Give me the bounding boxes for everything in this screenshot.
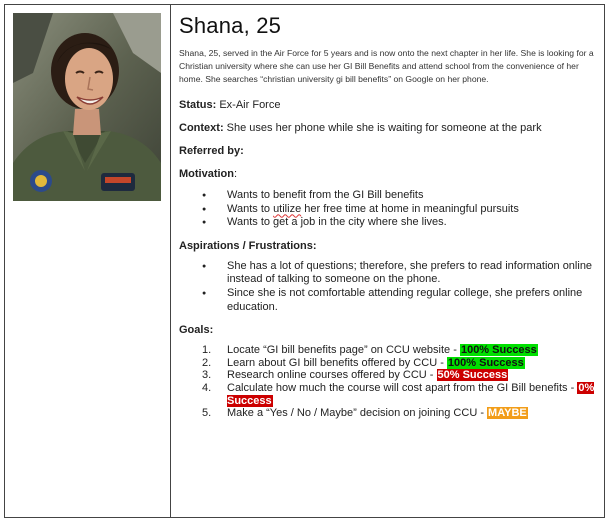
- context-row: [179, 121, 597, 135]
- list-item: ● Wants to utilize her free time at home in meaningful pursuits: [202, 203, 597, 217]
- persona-intro: Shana, 25, served in the Air Force for 5 years and is now onto the next chapter in her life. She is looking for a Christian university where she can use her GI Bill Benefits and attend school from the convenience of her home. She searches “christian university gi bill benefits” on Google on her phone.: [179, 48, 594, 84]
- aspirations-heading: Aspirations / Frustrations:: [179, 239, 317, 252]
- motivation-list: [179, 189, 597, 230]
- success-badge: 100% Success: [460, 344, 537, 357]
- goal-item: 1. Locate “GI bill benefits page” on CCU website - 100% Success: [202, 344, 537, 357]
- status-value: Ex-Air Force: [219, 99, 281, 111]
- success-badge: 100% Success: [447, 356, 524, 369]
- list-item: ● Wants to benefit from the GI Bill benefits: [202, 189, 597, 203]
- status-label: Status:: [179, 99, 217, 111]
- persona-details: [179, 11, 597, 420]
- persona-card: [4, 4, 605, 518]
- referred-row: [179, 144, 597, 158]
- list-item: ● Wants to get a job in the city where she lives.: [202, 216, 597, 230]
- spellcheck-word: utilize: [273, 202, 302, 215]
- list-item: ● Since she is not comfortable attending regular college, she prefers online education.: [202, 287, 597, 314]
- status-row: [179, 98, 597, 112]
- context-label: Context:: [179, 122, 224, 134]
- success-badge: 50% Success: [437, 369, 508, 382]
- referred-label: Referred by:: [179, 145, 244, 157]
- goals-list: [179, 344, 597, 420]
- persona-title: Shana, 25: [179, 13, 282, 38]
- maybe-badge: MAYBE: [488, 407, 527, 420]
- aspirations-list: [179, 260, 597, 314]
- context-value: She uses her phone while she is waiting for someone at the park: [226, 122, 542, 134]
- goal-item: 3. Research online courses offered by CCU - 50% Success: [202, 369, 508, 382]
- success-badge: 0% Success: [227, 381, 595, 407]
- column-divider: [170, 5, 171, 517]
- persona-photo: [13, 13, 161, 201]
- goals-heading: Goals:: [179, 324, 214, 337]
- portrait-photo-icon: [13, 13, 161, 201]
- goal-item: 5. Make a “Yes / No / Maybe” decision on joining CCU - MAYBE: [202, 407, 527, 420]
- goal-item: 4. Calculate how much the course will cost apart from the GI Bill benefits - 0% Success: [202, 381, 595, 407]
- motivation-heading: Motivation:: [179, 168, 238, 180]
- list-item: ● She has a lot of questions; therefore, she prefers to read information online instead of talking to someone on the phone.: [202, 260, 597, 287]
- goal-item: 2. Learn about GI bill benefits offered by CCU - 100% Success: [202, 356, 524, 369]
